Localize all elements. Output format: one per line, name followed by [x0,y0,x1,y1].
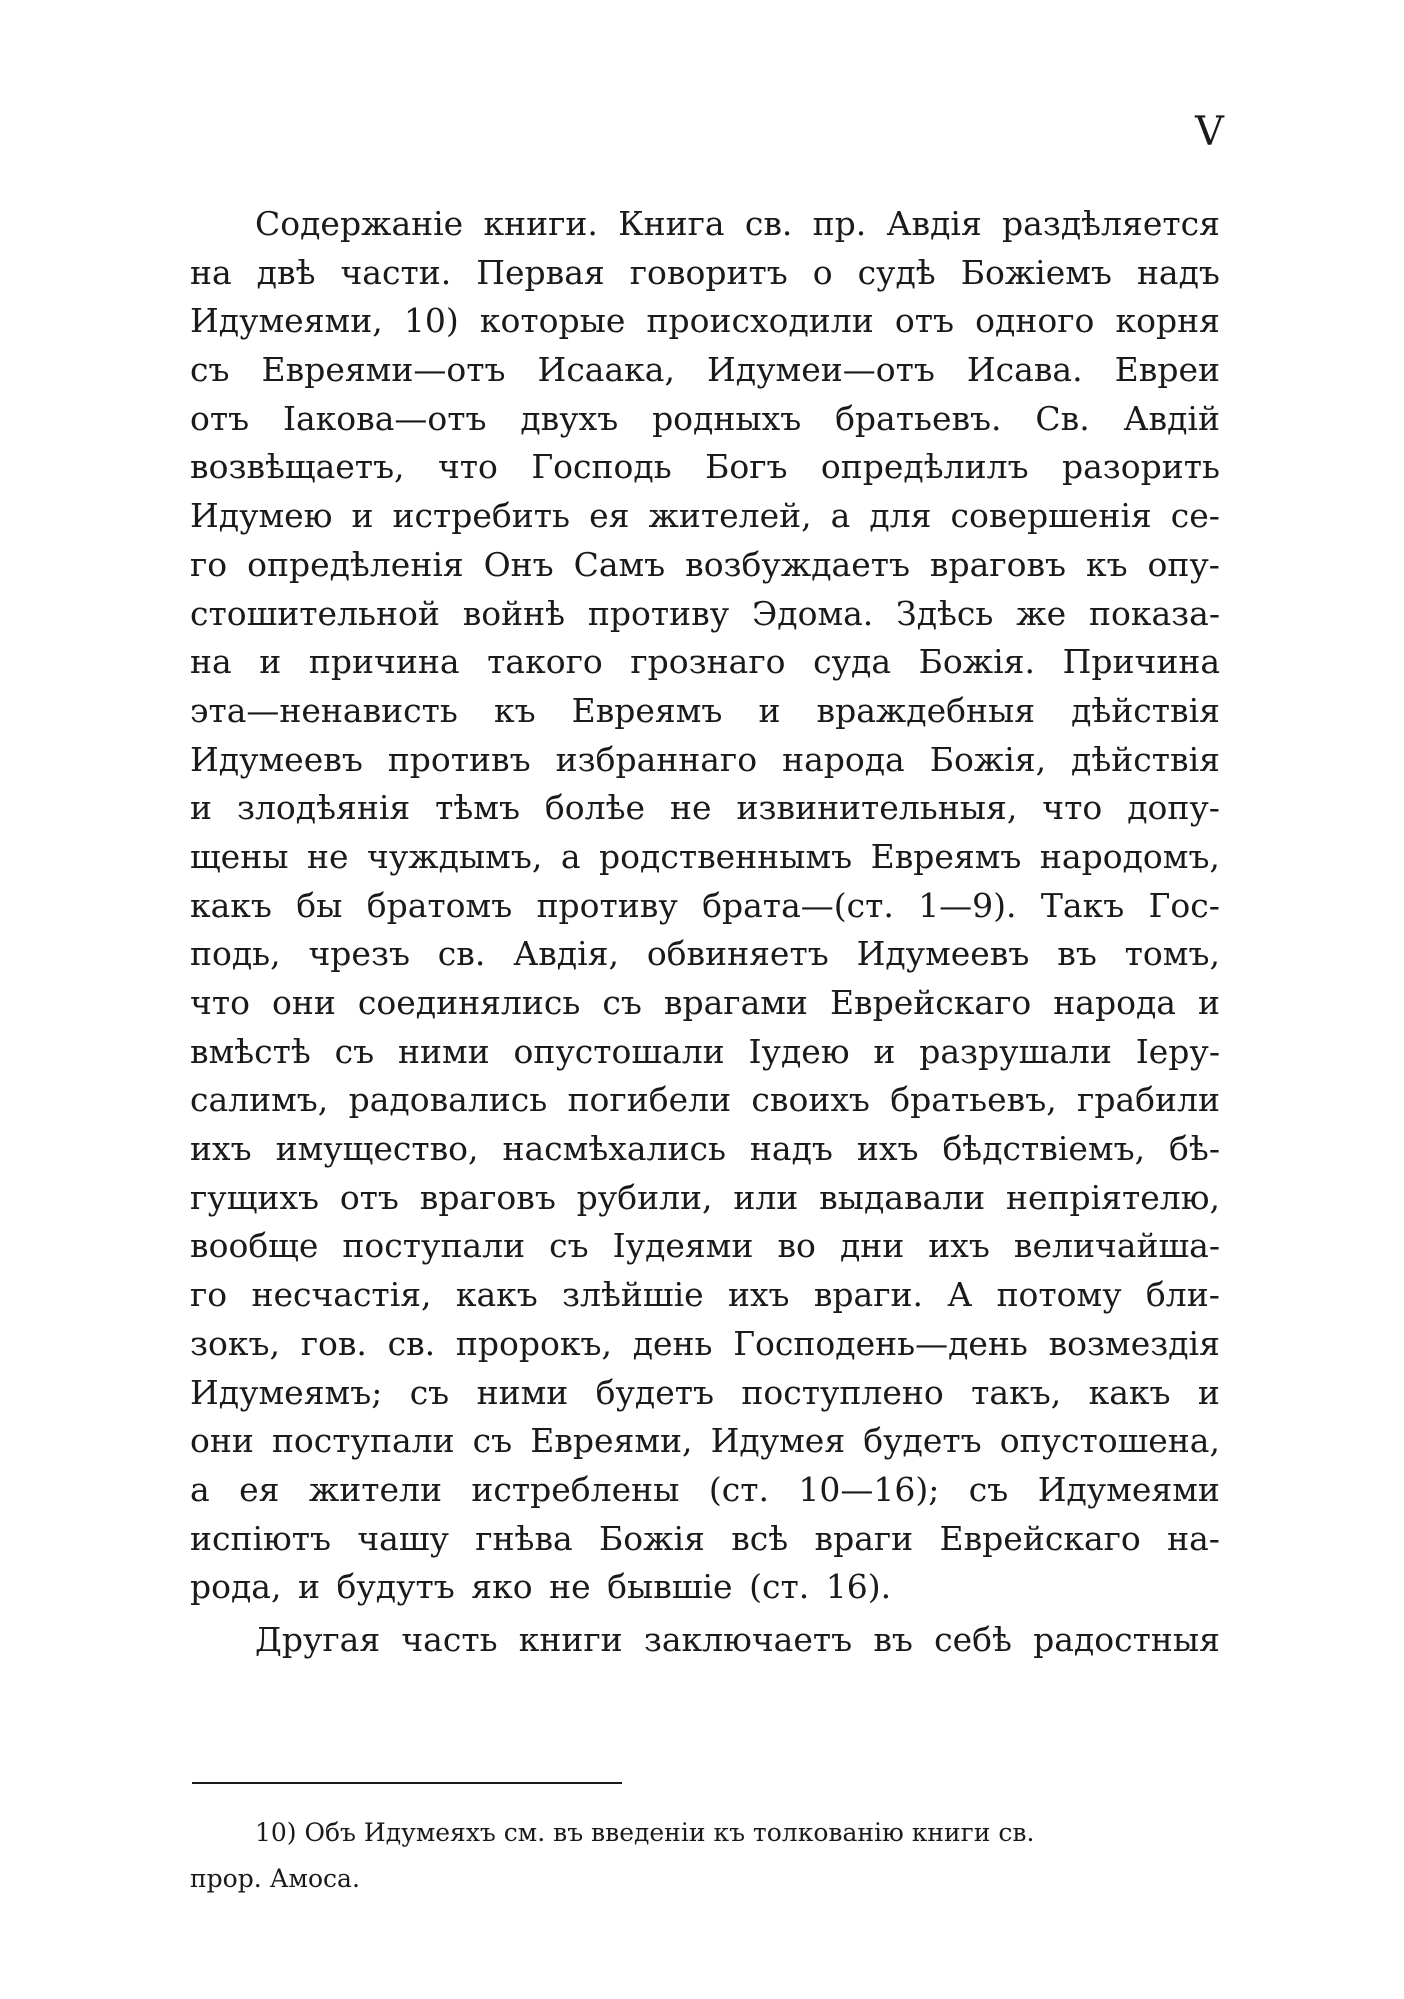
text-line: го несчастія, какъ злѣйшіе ихъ враги. А потому бли- [190,1275,1220,1315]
text-line: вмѣстѣ съ ними опустошали Іудею и разрушали Іеру- [190,1031,1220,1071]
text-line: Идумеевъ противъ избраннаго народа Божія, дѣйствія [190,739,1220,779]
text-line: а ея жители истреблены (ст. 10—16); съ Идумеями [190,1469,1220,1509]
text-line: рода, и будутъ яко не бывшіе (ст. 16). [190,1567,892,1607]
text-line: отъ Іакова—отъ двухъ родныхъ братьевъ. Св. Авдій [190,398,1220,438]
text-line: они поступали съ Евреями, Идумея будетъ опустошена, [190,1421,1220,1461]
footnote-divider [192,1782,622,1784]
footnote-line: 10) Объ Идумеяхъ см. въ введеніи къ толкованію книги св. [255,1818,1035,1847]
text-line: зокъ, гов. св. пророкъ, день Господень—день возмездія [190,1323,1220,1363]
text-line: на двѣ части. Первая говоритъ о судѣ Божіемъ надъ [190,252,1220,292]
text-line: гущихъ отъ враговъ рубили, или выдавали непріятелю, [190,1177,1220,1217]
text-line: эта—ненависть къ Евреямъ и враждебныя дѣйствія [190,690,1220,730]
text-line: салимъ, радовались погибели своихъ братьевъ, грабили [190,1080,1220,1120]
text-line: возвѣщаетъ, что Господь Богъ опредѣлилъ разорить [190,447,1220,487]
main-text [190,200,1220,1665]
text-line: Другая часть книги заключаетъ въ себѣ радостныя [255,1619,1220,1659]
text-line: ихъ имущество, насмѣхались надъ ихъ бѣдствіемъ, бѣ- [190,1129,1220,1169]
text-line: что они соединялись съ врагами Еврейскаго народа и [190,983,1220,1022]
text-line: Содержаніе книги. Книга св. пр. Авдія раздѣляется [255,204,1220,243]
footnotes [190,1810,1210,1902]
text-line: Идумеями, 10) которые происходили отъ одного корня [190,301,1220,341]
text-line: и злодѣянія тѣмъ болѣе не извинительныя, что допу- [190,788,1220,828]
text-line: испіютъ чашу гнѣва Божія всѣ враги Еврейскаго на- [190,1518,1220,1558]
text-line: Идумеямъ; съ ними будетъ поступлено такъ, какъ и [190,1372,1220,1412]
text-line: вообще поступали съ Іудеями во дни ихъ величайша- [190,1226,1220,1266]
page-number: V [1195,109,1224,155]
text-line: щены не чуждымъ, а родственнымъ Евреямъ народомъ, [190,836,1220,876]
text-line: съ Евреями—отъ Исаака, Идумеи—отъ Исава. Евреи [190,350,1220,390]
footnote-line: прор. Амоса. [190,1864,360,1893]
text-line: на и причина такого грознаго суда Божія. Причина [190,642,1220,682]
text-line: подь, чрезъ св. Авдія, обвиняетъ Идумеевъ въ томъ, [190,934,1220,974]
text-line: го опредѣленія Онъ Самъ возбуждаетъ враговъ къ опу- [190,544,1220,584]
text-line: Идумею и истребить ея жителей, а для совершенія се- [190,496,1220,536]
text-line: какъ бы братомъ противу брата—(ст. 1—9). Такъ Гос- [190,885,1220,925]
text-line: стошительной войнѣ противу Эдома. Здѣсь же показа- [190,593,1220,633]
